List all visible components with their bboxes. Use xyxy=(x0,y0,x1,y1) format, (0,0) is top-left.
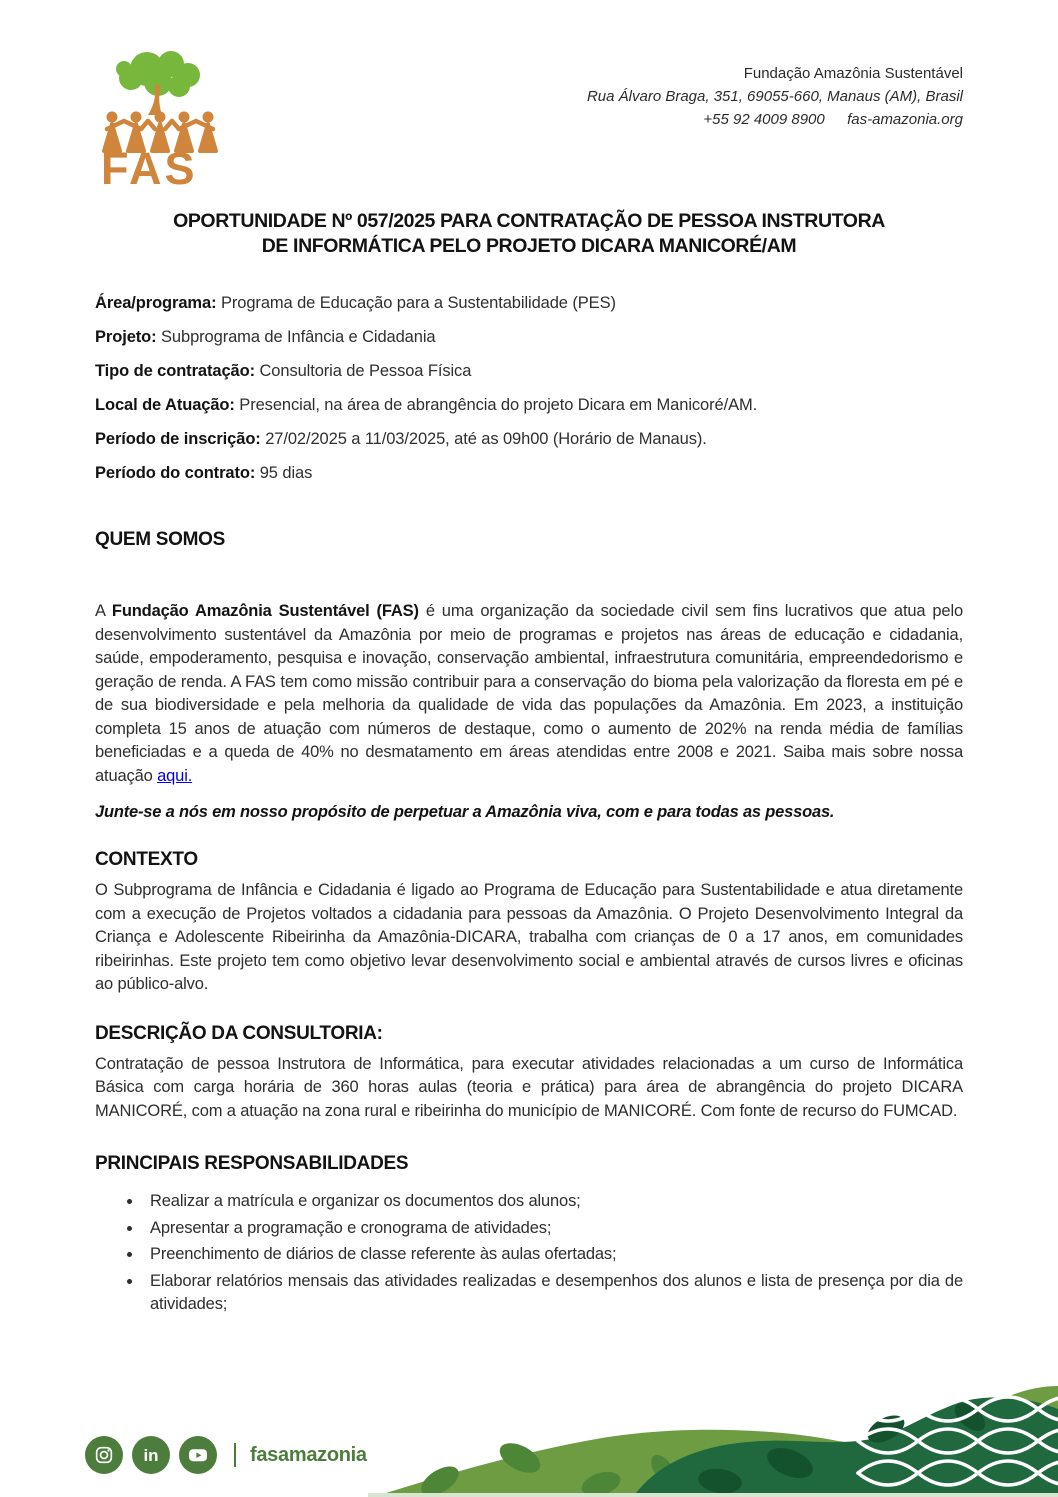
list-item: • Apresentar a programação e cronograma de atividades; xyxy=(143,1217,963,1241)
intro-body: é uma organização da sociedade civil sem fins lucrativos que atua pelo desenvolvimento sustentável da Amazônia por meio de programas e projetos nas áreas de educação e cidadania, saúde, empoderamento, pesquisa e inovação, conservação ambiental, infraestrutura comunitária, empreendedorismo e geração de renda. A FAS tem como missão contribuir para a conservação do bioma pela valorização da floresta em pé e de sua biodiversidade e pela melhoria da qualidade de vida das populações da Amazônia. Em 2023, a instituição completa 15 anos de atuação com números de destaque, como o aumento de 202% na renda média de famílias beneficiadas e a queda de 40% no desmatamento em áreas atendidas entre 2008 e 2021. Saiba mais sobre nossa atuação xyxy=(95,602,963,785)
detail-label: Tipo de contratação: xyxy=(95,362,255,380)
detail-label: Projeto: xyxy=(95,328,157,346)
detail-value: 27/02/2025 a 11/03/2025, até as 09h00 (Horário de Manaus). xyxy=(265,430,707,448)
detail-row-inscricao xyxy=(95,428,963,451)
contexto-paragraph: O Subprograma de Infância e Cidadania é ligado ao Programa de Educação para Sustentabilidade e atua diretamente com a execução de Projetos voltados a cidadania para pessoas da Amazônia. O Projeto Desenvolvimento Integral da Criança e Adolescente Ribeirinha da Amazônia-DICARA, trabalha com crianças de 0 a 17 anos, em comunidades ribeirinhas. Este projeto tem como objetivo levar desenvolvimento social e ambiental através de cursos livres e oficinas ao público-alvo. xyxy=(95,881,963,993)
title-line-2: DE INFORMÁTICA PELO PROJETO DICARA MANICORÉ/AM xyxy=(261,235,797,257)
detail-row-contrato xyxy=(95,462,963,485)
contact-block xyxy=(587,45,963,131)
detail-value: Programa de Educação para a Sustentabilidade (PES) xyxy=(220,294,616,312)
detail-label: Período de inscrição: xyxy=(95,430,261,448)
detail-row-projeto xyxy=(95,326,963,349)
social-handle: fasamazonia xyxy=(250,1443,367,1466)
detail-label: Área/programa: xyxy=(95,294,217,312)
aqui-link[interactable]: aqui. xyxy=(157,766,193,785)
detail-value: 95 dias xyxy=(259,464,313,482)
responsibilities-list xyxy=(95,1190,963,1317)
detail-value: Presencial, na área de abrangência do projeto Dicara em Manicoré/AM. xyxy=(239,396,758,414)
list-item: • Elaborar relatórios mensais das atividades realizadas e desempenhos dos alunos e lista de presença por dia de atividades; xyxy=(143,1270,963,1317)
tagline: Junte-se a nós em nosso propósito de perpetuar a Amazônia viva, com e para todas as pessoas. xyxy=(95,803,835,821)
detail-row-local xyxy=(95,394,963,417)
list-item: • Preenchimento de diários de classe referente às aulas ofertadas; xyxy=(143,1243,963,1267)
detail-row-tipo xyxy=(95,360,963,383)
list-item: • Realizar a matrícula e organizar os documentos dos alunos; xyxy=(143,1190,963,1214)
detail-value: Consultoria de Pessoa Física xyxy=(259,362,472,380)
document-header xyxy=(95,0,963,187)
quem-somos-paragraph xyxy=(95,600,963,788)
descricao-paragraph: Contratação de pessoa Instrutora de Informática, para executar atividades relacionadas a um curso de Informática Básica com carga horária de 360 horas aulas (teoria e prática) para área de abrangência do projeto DICARA MANICORÉ, com a atuação na zona rural e ribeirinha do município de MANICORÉ. Com fonte de recurso do FUMCAD. xyxy=(95,1054,963,1120)
intro-prefix: A xyxy=(95,602,112,620)
org-phone: +55 92 4009 8900 xyxy=(703,111,825,128)
section-heading-contexto: CONTEXTO xyxy=(95,849,198,870)
detail-fields xyxy=(95,292,963,485)
intro-bold-org-name: Fundação Amazônia Sustentável (FAS) xyxy=(111,602,419,620)
detail-label: Local de Atuação: xyxy=(95,396,235,414)
linkedin-button[interactable] xyxy=(132,1436,170,1474)
linkedin-icon: in xyxy=(143,1445,159,1465)
section-heading-descricao: DESCRIÇÃO DA CONSULTORIA: xyxy=(95,1022,383,1044)
section-heading-quem-somos: QUEM SOMOS xyxy=(95,529,226,550)
youtube-icon xyxy=(186,1443,210,1467)
org-name: Fundação Amazônia Sustentável xyxy=(743,65,963,82)
logo-wordmark: FAS xyxy=(101,143,198,187)
org-address: Rua Álvaro Braga, 351, 69055-660, Manaus (AM), Brasil xyxy=(586,88,963,105)
detail-row-area xyxy=(95,292,963,315)
instagram-icon xyxy=(93,1444,115,1466)
title-line-1: OPORTUNIDADE Nº 057/2025 PARA CONTRATAÇÃO DE PESSOA INSTRUTORA xyxy=(173,210,885,232)
org-website: fas-amazonia.org xyxy=(847,111,963,128)
detail-value: Subprograma de Infância e Cidadania xyxy=(161,328,436,346)
document-title xyxy=(95,209,963,259)
fas-logo xyxy=(95,45,227,187)
org-phone-website xyxy=(587,108,963,131)
detail-label: Período do contrato: xyxy=(95,464,256,482)
instagram-button[interactable] xyxy=(85,1436,123,1474)
youtube-button[interactable] xyxy=(179,1436,217,1474)
section-heading-responsabilidades: PRINCIPAIS RESPONSABILIDADES xyxy=(95,1153,409,1174)
social-bar xyxy=(85,1436,367,1474)
divider xyxy=(234,1443,236,1467)
footer-hills-illustration xyxy=(358,1357,1058,1497)
